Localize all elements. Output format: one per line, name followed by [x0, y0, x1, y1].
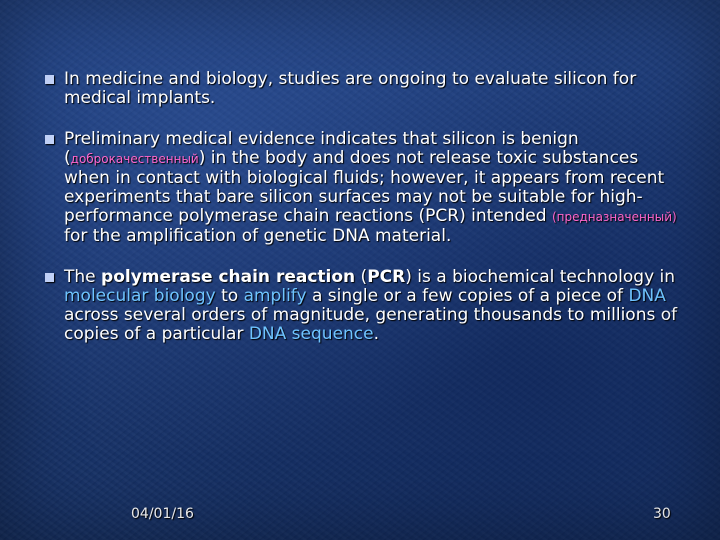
bullet-square-icon — [45, 273, 54, 282]
bullet-text: In medicine and biology, studies are ongoing to evaluate silicon for medical implants. — [64, 69, 637, 108]
bullet-text: a single or a few copies of a piece of — [306, 286, 629, 306]
russian-gloss-benign: доброкачественный — [70, 152, 199, 166]
bullet-item-implants — [44, 70, 684, 108]
bullet-text: to — [215, 286, 244, 306]
link-molecular-biology[interactable]: molecular biology — [64, 286, 216, 306]
bullet-square-icon — [45, 75, 54, 84]
bullet-text: ) in the body and does not release toxic substances when in contact with biological fluids; however, it appears from recent experiments that bare silicon surfaces may not be suitable for high-performance polymerase chain reactions (PCR) intended — [64, 148, 665, 226]
term-polymerase-chain-reaction: polymerase chain reaction — [101, 267, 356, 287]
bullet-item-evidence — [44, 130, 684, 246]
footer-date: 04/01/16 — [131, 506, 194, 522]
bullet-list — [44, 70, 684, 366]
bullet-text: Preliminary medical evidence indicates that silicon is benign ( — [64, 129, 579, 168]
bullet-text: across several orders of magnitude, generating thousands to millions of copies of a particular — [64, 305, 678, 344]
page-number: 30 — [653, 506, 671, 522]
bullet-item-pcr — [44, 268, 684, 344]
russian-gloss-intended: (предназначенный) — [551, 210, 677, 224]
link-dna-sequence[interactable]: DNA sequence — [248, 324, 374, 344]
bullet-square-icon — [45, 135, 54, 144]
term-pcr: PCR — [367, 267, 406, 287]
link-dna[interactable]: DNA — [628, 286, 666, 306]
bullet-text: . — [373, 324, 380, 344]
bullet-text: for the amplification of genetic DNA material. — [64, 226, 452, 246]
bullet-text: The — [64, 267, 102, 287]
bullet-text: ) is a biochemical technology in — [405, 267, 676, 287]
bullet-text: ( — [355, 267, 368, 287]
link-amplify[interactable]: amplify — [243, 286, 307, 306]
